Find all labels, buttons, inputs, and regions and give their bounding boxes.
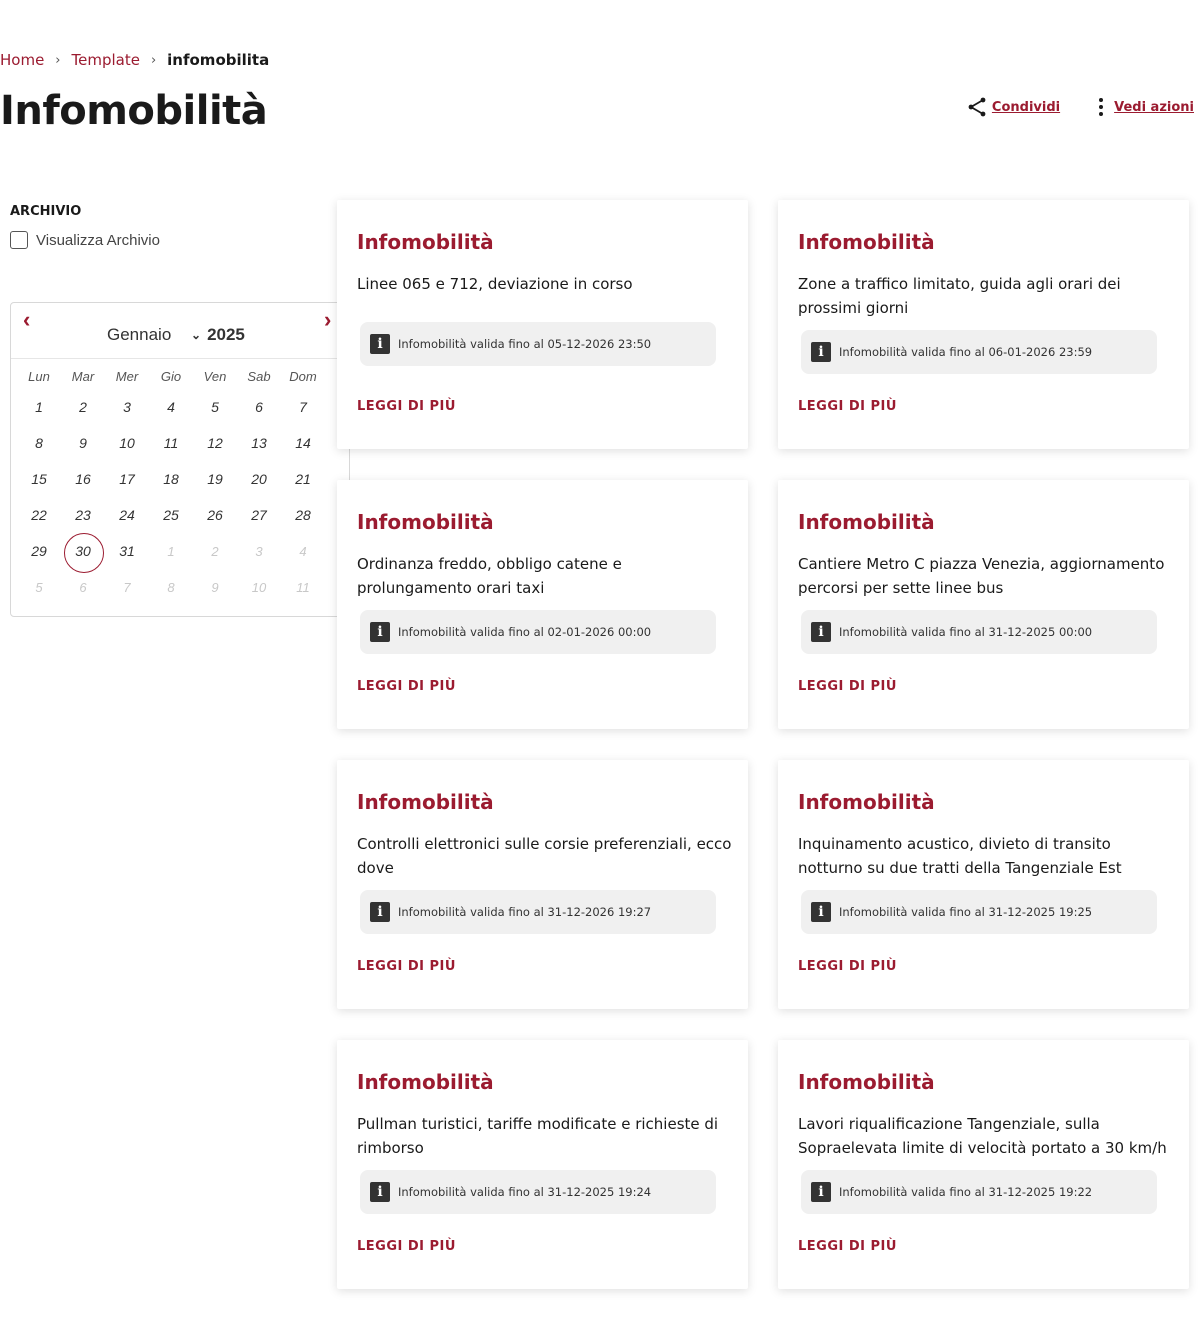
card-text: Cantiere Metro C piazza Venezia, aggiornamento percorsi per sette linee bus xyxy=(798,555,1165,597)
card-title: Infomobilità xyxy=(798,510,935,534)
calendar-day[interactable]: 23 xyxy=(75,507,91,523)
news-card xyxy=(337,1040,748,1289)
validity-text: Infomobilità valida fino al 05-12-2026 23:50 xyxy=(398,337,652,351)
calendar-week xyxy=(11,569,350,605)
weekday-label: Mar xyxy=(71,368,95,384)
news-card xyxy=(337,480,748,729)
validity-text: Infomobilità valida fino al 02-01-2026 00:00 xyxy=(398,625,652,639)
card-title: Infomobilità xyxy=(798,790,935,814)
chevron-left-icon[interactable]: ‹ xyxy=(23,307,31,332)
calendar-day-other-month: 5 xyxy=(35,579,43,595)
calendar-day[interactable]: 21 xyxy=(295,471,311,487)
archive-checkbox-label: Visualizza Archivio xyxy=(36,231,160,249)
calendar-day[interactable]: 15 xyxy=(31,471,47,487)
calendar-day-other-month: 6 xyxy=(79,579,87,595)
validity-badge xyxy=(360,610,716,654)
weekday-label: Gio xyxy=(160,368,182,384)
card-text: Linee 065 e 712, deviazione in corso xyxy=(357,275,633,293)
share-icon xyxy=(966,96,988,118)
breadcrumb xyxy=(0,50,269,70)
validity-text: Infomobilità valida fino al 31-12-2026 19:27 xyxy=(398,905,652,919)
calendar-week xyxy=(11,533,350,569)
info-icon: i xyxy=(370,622,390,642)
news-card xyxy=(778,760,1189,1009)
news-card xyxy=(778,200,1189,449)
card-title: Infomobilità xyxy=(798,1070,935,1094)
calendar-day[interactable]: 12 xyxy=(207,435,223,451)
calendar-year-select[interactable] xyxy=(191,325,245,345)
news-card xyxy=(337,200,748,449)
news-card xyxy=(337,760,748,1009)
share-button[interactable] xyxy=(966,96,1060,118)
validity-badge xyxy=(801,610,1157,654)
calendar-day-other-month: 9 xyxy=(211,579,219,595)
info-icon: i xyxy=(811,902,831,922)
calendar-day[interactable]: 20 xyxy=(251,471,267,487)
calendar-day-other-month: 11 xyxy=(296,579,310,595)
calendar-day-other-month: 4 xyxy=(299,543,307,559)
card-title: Infomobilità xyxy=(357,230,494,254)
info-icon: i xyxy=(811,622,831,642)
chevron-right-icon: › xyxy=(150,52,157,68)
calendar-day-other-month: 2 xyxy=(211,543,219,559)
calendar-day[interactable]: 16 xyxy=(75,471,91,487)
validity-badge xyxy=(360,890,716,934)
card-title: Infomobilità xyxy=(357,1070,494,1094)
archive-checkbox-row[interactable] xyxy=(10,231,160,249)
calendar-day[interactable]: 24 xyxy=(119,507,135,523)
calendar-day[interactable]: 18 xyxy=(163,471,179,487)
calendar-day[interactable]: 9 xyxy=(79,435,87,451)
calendar-header xyxy=(11,303,349,359)
calendar-week xyxy=(11,461,350,497)
info-icon: i xyxy=(370,334,390,354)
weekday-label: Dom xyxy=(289,368,317,384)
calendar-day[interactable]: 7 xyxy=(299,399,307,415)
calendar-day[interactable]: 19 xyxy=(207,471,223,487)
calendar-day[interactable]: 17 xyxy=(119,471,135,487)
calendar-day-other-month: 8 xyxy=(167,579,175,595)
validity-badge xyxy=(360,1170,716,1214)
calendar-day[interactable]: 27 xyxy=(251,507,267,523)
info-icon: i xyxy=(811,1182,831,1202)
page-actions xyxy=(966,96,1194,118)
weekday-label: Sab xyxy=(247,368,271,384)
chevron-right-icon[interactable]: › xyxy=(324,307,332,332)
calendar-day[interactable]: 5 xyxy=(211,399,219,415)
card-text: Pullman turistici, tariffe modificate e richieste di rimborso xyxy=(357,1115,719,1157)
calendar-day[interactable]: 2 xyxy=(79,399,87,415)
validity-badge xyxy=(801,330,1157,374)
read-more-link[interactable]: LEGGI DI PIÙ xyxy=(357,399,456,414)
calendar-year: 2025 xyxy=(207,325,245,344)
info-icon: i xyxy=(370,902,390,922)
info-icon: i xyxy=(811,342,831,362)
weekday-label: Lun xyxy=(28,368,50,384)
calendar-day[interactable]: 25 xyxy=(163,507,179,523)
read-more-link[interactable]: LEGGI DI PIÙ xyxy=(357,959,456,974)
calendar-day-today[interactable]: 30 xyxy=(61,543,105,559)
calendar xyxy=(10,302,350,617)
validity-badge xyxy=(801,1170,1157,1214)
calendar-day[interactable]: 1 xyxy=(35,399,43,415)
card-text: Controlli elettronici sulle corsie preferenziali, ecco dove xyxy=(357,835,732,877)
calendar-day[interactable]: 3 xyxy=(123,399,131,415)
card-text: Ordinanza freddo, obbligo catene e prolungamento orari taxi xyxy=(357,555,622,597)
calendar-day[interactable]: 8 xyxy=(35,435,43,451)
calendar-day-other-month: 7 xyxy=(123,579,131,595)
read-more-link[interactable]: LEGGI DI PIÙ xyxy=(798,679,897,694)
validity-badge xyxy=(801,890,1157,934)
calendar-week xyxy=(11,425,350,461)
chevron-right-icon: › xyxy=(55,52,61,68)
breadcrumb-home[interactable]: Home xyxy=(0,51,45,69)
calendar-day[interactable]: 28 xyxy=(295,507,311,523)
share-link[interactable]: Condividi xyxy=(991,99,1061,115)
card-title: Infomobilità xyxy=(357,790,494,814)
calendar-grid xyxy=(11,363,350,605)
calendar-month[interactable]: Gennaio xyxy=(107,325,172,344)
calendar-day-other-month: 3 xyxy=(255,543,263,559)
calendar-day-other-month: 1 xyxy=(167,543,175,559)
calendar-day[interactable]: 6 xyxy=(255,399,263,415)
calendar-day-other-month: 10 xyxy=(251,579,267,595)
calendar-day[interactable]: 14 xyxy=(295,435,311,451)
card-title: Infomobilità xyxy=(798,230,935,254)
calendar-day[interactable]: 31 xyxy=(119,543,135,559)
calendar-day[interactable]: 13 xyxy=(251,435,267,451)
card-title: Infomobilità xyxy=(357,510,494,534)
calendar-weekdays xyxy=(11,363,350,389)
calendar-day[interactable]: 11 xyxy=(163,435,179,451)
validity-text: Infomobilità valida fino al 31-12-2025 19:22 xyxy=(839,1185,1093,1199)
weekday-label: Mer xyxy=(115,368,139,384)
card-text: Zone a traffico limitato, guida agli orari dei prossimi giorni xyxy=(798,275,1121,317)
card-text: Inquinamento acustico, divieto di transito notturno su due tratti della Tangenziale Est xyxy=(798,835,1122,877)
news-card xyxy=(778,480,1189,729)
calendar-day[interactable]: 10 xyxy=(119,435,135,451)
info-icon: i xyxy=(370,1182,390,1202)
validity-badge xyxy=(360,322,716,366)
calendar-day[interactable]: 4 xyxy=(167,399,175,415)
page-title: Infomobilità xyxy=(0,88,268,134)
calendar-day[interactable]: 26 xyxy=(207,507,223,523)
validity-text: Infomobilità valida fino al 31-12-2025 00:00 xyxy=(839,625,1093,639)
breadcrumb-current: infomobilita xyxy=(167,51,270,69)
calendar-day[interactable]: 22 xyxy=(31,507,47,523)
validity-text: Infomobilità valida fino al 06-01-2026 23:59 xyxy=(839,345,1093,359)
validity-text: Infomobilità valida fino al 31-12-2025 19:25 xyxy=(839,905,1093,919)
more-actions-button[interactable] xyxy=(1092,96,1194,118)
more-actions-link[interactable]: Vedi azioni xyxy=(1114,99,1194,115)
validity-text: Infomobilità valida fino al 31-12-2025 19:24 xyxy=(398,1185,652,1199)
card-text: Lavori riqualificazione Tangenziale, sulla Sopraelevata limite di velocità portato a 30 km/h xyxy=(798,1115,1167,1157)
read-more-link[interactable]: LEGGI DI PIÙ xyxy=(357,1239,456,1254)
calendar-week xyxy=(11,389,350,425)
read-more-link[interactable]: LEGGI DI PIÙ xyxy=(798,959,897,974)
read-more-link[interactable]: LEGGI DI PIÙ xyxy=(357,679,456,694)
breadcrumb-template[interactable]: Template xyxy=(71,51,140,69)
archive-title: ARCHIVIO xyxy=(10,204,82,219)
weekday-label: Ven xyxy=(203,368,227,384)
read-more-link[interactable]: LEGGI DI PIÙ xyxy=(798,1239,897,1254)
news-card xyxy=(778,1040,1189,1289)
calendar-day[interactable]: 29 xyxy=(31,543,47,559)
archive-checkbox[interactable] xyxy=(10,231,28,249)
more-vertical-icon xyxy=(1092,96,1110,118)
read-more-link[interactable]: LEGGI DI PIÙ xyxy=(798,399,897,414)
chevron-down-icon: ⌄ xyxy=(191,328,202,342)
calendar-week xyxy=(11,497,350,533)
